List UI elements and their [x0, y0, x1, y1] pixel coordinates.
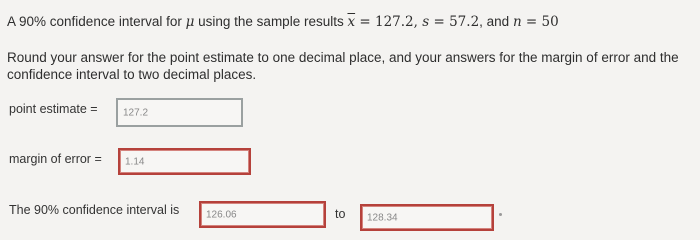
mu-symbol: μ	[185, 14, 195, 30]
rounding-instructions: Round your answer for the point estimate to one decimal place, and your answers for the margin of error and the confidence interval to two decimal places.	[7, 50, 679, 82]
interval-lower-input[interactable]	[199, 201, 326, 228]
point-estimate-input[interactable]	[116, 98, 243, 127]
margin-of-error-value: 1.14	[125, 156, 145, 167]
separator-1: ,	[413, 14, 423, 30]
interval-upper-input[interactable]	[360, 204, 494, 231]
s-symbol: s	[422, 14, 430, 30]
margin-of-error-input[interactable]	[118, 148, 251, 175]
trailing-dot	[499, 213, 502, 216]
n-symbol: n	[512, 14, 522, 30]
problem-middle: using the sample results	[194, 14, 348, 29]
point-estimate-value: 127.2	[123, 107, 149, 118]
point-estimate-label: point estimate =	[9, 102, 98, 116]
s-value: 57.2	[449, 14, 480, 30]
equals-3: =	[521, 14, 542, 30]
separator-2: , and	[479, 14, 513, 29]
to-label: to	[335, 207, 346, 221]
equals-2: =	[429, 14, 450, 30]
confidence-interval-label: The 90% confidence interval is	[9, 203, 180, 217]
interval-upper-value: 128.34	[367, 212, 398, 223]
margin-of-error-label: margin of error =	[9, 152, 102, 166]
equals-1: =	[355, 14, 375, 30]
problem-prefix: A 90% confidence interval for	[7, 14, 186, 29]
xbar-symbol: $\overline{x}$	[347, 14, 356, 30]
n-value: 50	[541, 14, 559, 30]
interval-lower-value: 126.06	[206, 209, 237, 220]
xbar-value: 127.2	[375, 14, 414, 30]
problem-statement	[7, 14, 559, 30]
